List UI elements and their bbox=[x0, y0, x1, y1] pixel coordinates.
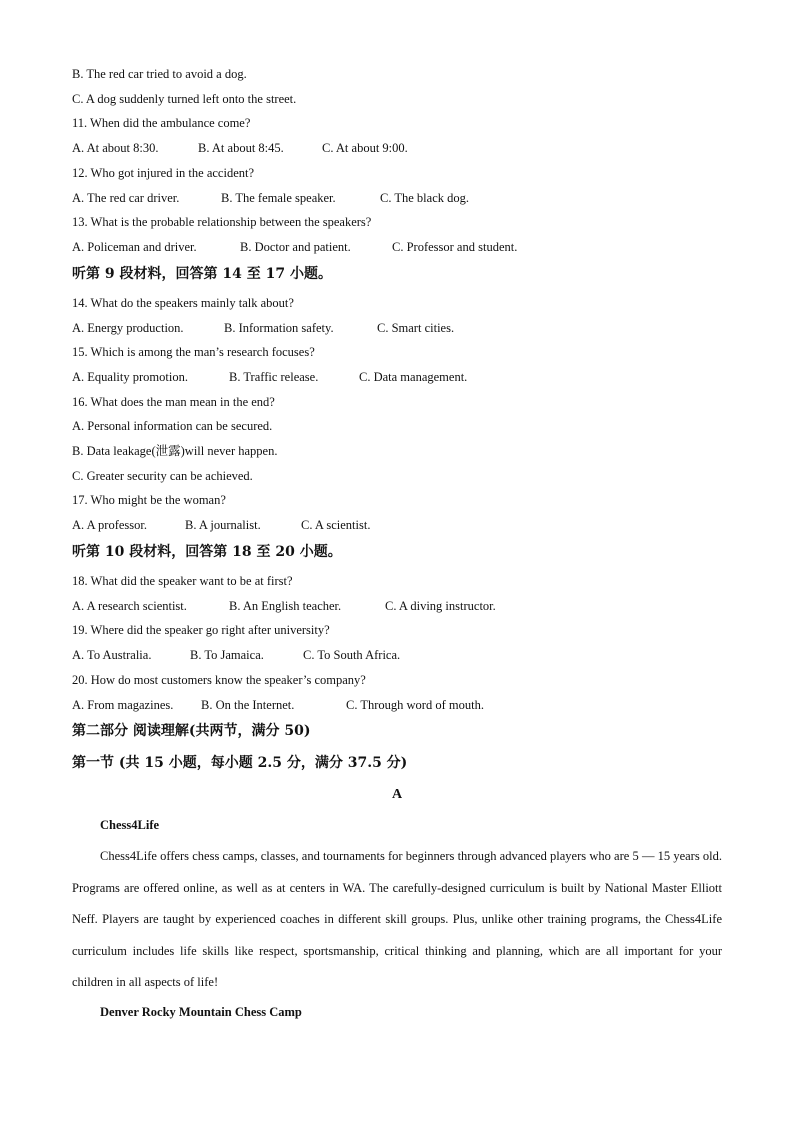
q17-options bbox=[72, 517, 370, 533]
q15-option-c: C. Data management. bbox=[359, 370, 468, 384]
q18-question: 18. What did the speaker want to be at first? bbox=[72, 574, 293, 588]
q16-option-b: B. Data leakage(泄露)will never happen. bbox=[72, 444, 278, 458]
q12-question: 12. Who got injured in the accident? bbox=[72, 166, 255, 180]
q13-option-a: A. Policeman and driver. bbox=[72, 240, 197, 254]
q14-option-b: B. Information safety. bbox=[224, 321, 334, 335]
q15-option-b: B. Traffic release. bbox=[229, 370, 319, 384]
part-two-heading: 第二部分 阅读理解(共两节，满分 50) bbox=[72, 723, 311, 739]
q20-option-c: C. Through word of mouth. bbox=[346, 698, 484, 712]
q10-option-b: B. The red car tried to avoid a dog. bbox=[72, 67, 247, 81]
q16-option-c: C. Greater security can be achieved. bbox=[72, 469, 253, 483]
q18-option-c: C. A diving instructor. bbox=[385, 599, 496, 613]
q20-option-b: B. On the Internet. bbox=[201, 698, 295, 712]
q15-question: 15. Which is among the man’s research focuses? bbox=[72, 345, 315, 359]
q20-option-a: A. From magazines. bbox=[72, 698, 174, 712]
section-9-heading: 听第 9 段材料，回答第 14 至 17 小题。 bbox=[72, 266, 332, 282]
passage-title-denver-camp: Denver Rocky Mountain Chess Camp bbox=[100, 1005, 302, 1019]
passage-title-chess4life: Chess4Life bbox=[100, 818, 160, 832]
q13-question: 13. What is the probable relationship between the speakers? bbox=[72, 215, 372, 229]
q12-option-c: C. The black dog. bbox=[380, 191, 469, 205]
q11-question: 11. When did the ambulance come? bbox=[72, 116, 251, 130]
q19-option-c: C. To South Africa. bbox=[303, 648, 401, 662]
q13-options bbox=[72, 239, 517, 255]
q12-option-b: B. The female speaker. bbox=[221, 191, 336, 205]
q11-options bbox=[72, 140, 408, 156]
q14-option-a: A. Energy production. bbox=[72, 321, 184, 335]
q20-options bbox=[72, 697, 484, 713]
q19-option-b: B. To Jamaica. bbox=[190, 648, 264, 662]
q14-options bbox=[72, 320, 454, 336]
q18-options bbox=[72, 598, 496, 614]
q17-option-c: C. A scientist. bbox=[301, 518, 371, 532]
q17-option-a: A. A professor. bbox=[72, 518, 147, 532]
q19-options bbox=[72, 647, 400, 663]
q13-option-c: C. Professor and student. bbox=[392, 240, 518, 254]
q18-option-a: A. A research scientist. bbox=[72, 599, 187, 613]
q14-question: 14. What do the speakers mainly talk about? bbox=[72, 296, 294, 310]
q16-question: 16. What does the man mean in the end? bbox=[72, 395, 275, 409]
q18-option-b: B. An English teacher. bbox=[229, 599, 342, 613]
q16-option-a: A. Personal information can be secured. bbox=[72, 419, 273, 433]
section-one-heading: 第一节 (共 15 小题，每小题 2.5 分，满分 37.5 分) bbox=[72, 755, 408, 771]
q15-option-a: A. Equality promotion. bbox=[72, 370, 188, 384]
q14-option-c: C. Smart cities. bbox=[377, 321, 455, 335]
q11-option-a: A. At about 8:30. bbox=[72, 141, 159, 155]
section-10-heading: 听第 10 段材料，回答第 18 至 20 小题。 bbox=[72, 544, 342, 560]
q17-question: 17. Who might be the woman? bbox=[72, 493, 226, 507]
passage-letter: A bbox=[391, 787, 403, 802]
q10-option-c: C. A dog suddenly turned left onto the street. bbox=[72, 92, 297, 106]
q11-option-c: C. At about 9:00. bbox=[322, 141, 408, 155]
q15-options bbox=[72, 369, 467, 385]
passage-paragraph: Chess4Life offers chess camps, classes, and tournaments for beginners through advanced players who are 5 — 15 years old. Programs are offered online, as well as at centers in WA. The carefully-designed curriculum is built by National Master Elliott Neff. Players are taught by experienced coaches in different skill groups. Plus, unlike other training programs, the Chess4Life curriculum includes life skills like respect, sportsmanship, critical thinking and planning, which are all important for your children in all aspects of life! bbox=[72, 849, 722, 989]
q19-option-a: A. To Australia. bbox=[72, 648, 152, 662]
q17-option-b: B. A journalist. bbox=[185, 518, 261, 532]
q13-option-b: B. Doctor and patient. bbox=[240, 240, 351, 254]
q12-option-a: A. The red car driver. bbox=[72, 191, 180, 205]
q12-options bbox=[72, 190, 469, 206]
q19-question: 19. Where did the speaker go right after university? bbox=[72, 623, 330, 637]
q20-question: 20. How do most customers know the speaker’s company? bbox=[72, 673, 366, 687]
q11-option-b: B. At about 8:45. bbox=[198, 141, 284, 155]
